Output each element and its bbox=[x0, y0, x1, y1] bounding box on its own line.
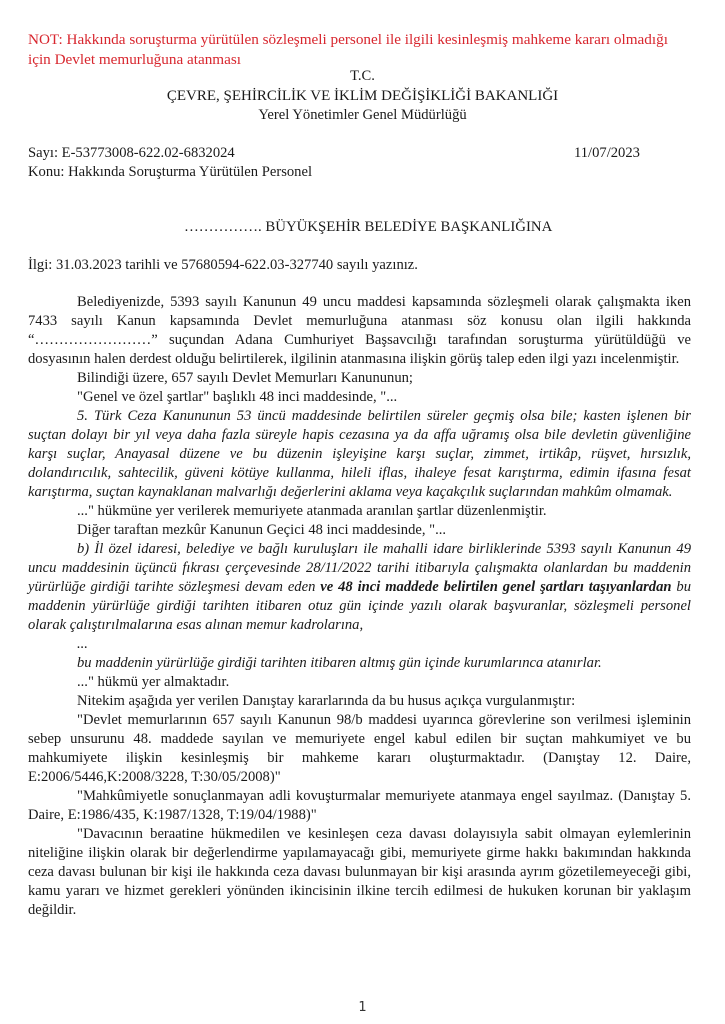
quote-text: bu maddenin yürürlüğe girdiği tarihten itibaren otuz gün içinde yazılı olarak başvuranlar, sözleşmeli personel olarak çalıştırılmalarına esas alınan memur kadrolarına, bbox=[28, 579, 691, 633]
court-decision: "Davacının beraatine hükmedilen ve kesinleşen ceza davası dolayısıyla sabit olmayan eylemlerinin niteliğine ilişkin olarak bir değerlendirme yapılamayacağı gibi, memuriyete girme hakkı bakımından hakkında ceza davası bulunan bir kişi ile hakkında ceza davası bulunmayan bir kişi arasında ayrım gözetilemeyeceği gibi, kamu yararı ve hizmet gerekleri yönünden ikincisinin ilkine tercih edilmesi de hukuken korunan bir yaklaşım değildir. bbox=[28, 826, 691, 918]
document-date: 11/07/2023 bbox=[574, 145, 640, 161]
paragraph: Nitekim aşağıda yer verilen Danıştay kararlarında da bu husus açıkça vurgulanmıştır: bbox=[77, 693, 576, 709]
letter-body bbox=[28, 293, 691, 920]
red-note: NOT: Hakkında soruşturma yürütülen sözleşmeli personel ile ilgili kesinleşmiş mahkeme kararı olmadığı için Devlet memurluğuna atanması bbox=[28, 31, 668, 68]
paragraph: Belediyenizde, 5393 sayılı Kanunun 49 uncu maddesi kapsamında sözleşmeli olarak çalışmakta iken 7433 sayılı Kanun kapsamında Devlet memurluğuna atanması söz konusu olan ilgili hakkında “……………………” suçundan Adana Cumhuriyet Başsavcılığı tarafından soruşturma yürütüldüğü ve dosyasının halen derdest olduğu belirtilerek, ilgilinin atanmasına ilişkin görüş talep eden ilgi yazı incelenmiştir. bbox=[28, 294, 691, 367]
paragraph: ..." hükmü yer almaktadır. bbox=[77, 674, 230, 690]
quoted-article bbox=[28, 540, 691, 635]
reference-number: Sayı: E-53773008-622.02-6832024 bbox=[28, 145, 235, 161]
quoted-article: bu maddenin yürürlüğe girdiği tarihten itibaren altmış gün içinde kurumlarınca atanırlar. bbox=[77, 655, 602, 671]
paragraph: "Genel ve özel şartlar" başlıklı 48 inci maddesinde, "... bbox=[77, 389, 398, 405]
paragraph: Diğer taraftan mezkûr Kanunun Geçici 48 inci maddesinde, "... bbox=[77, 522, 447, 538]
paragraph: ..." hükmüne yer verilerek memuriyete atanmada aranılan şartlar düzenlenmiştir. bbox=[77, 503, 547, 519]
quoted-article: 5. Türk Ceza Kanununun 53 üncü maddesinde belirtilen süreler geçmiş olsa bile; kasten işlenen bir suçtan dolayı bir yıl veya daha fazla süreyle hapis cezasına ya da affa uğramış olsa bile devletin güvenliğine karşı suçlar, Anayasal düzene ve bu düzenin işleyişine karşı suçlar, zimmet, irtikâp, rüşvet, hırsızlık, dolandırıcılık, sahtecilik, güveni kötüye kullanma, hileli iflas, ihaleye fesat karıştırma, edimin ifasına fesat karıştırma, suçtan kaynaklanan malvarlığı değerlerini aklama veya kaçakçılık suçlarından mahkûm olmamak. bbox=[28, 408, 691, 500]
recipient: ……………. BÜYÜKŞEHİR BELEDİYE BAŞKANLIĞINA bbox=[184, 219, 553, 235]
header-department: Yerel Yönetimler Genel Müdürlüğü bbox=[258, 107, 467, 123]
court-decision: "Mahkûmiyetle sonuçlanmayan adli kovuşturmalar memuriyete atanmaya engel sayılmaz. (Danıştay 5. Daire, E:1986/435, K:1987/1328, T:19/04/1988)" bbox=[28, 788, 691, 823]
paragraph: Bilindiği üzere, 657 sayılı Devlet Memurları Kanununun; bbox=[77, 370, 413, 386]
reference-line: İlgi: 31.03.2023 tarihli ve 57680594-622.03-327740 sayılı yazınız. bbox=[28, 257, 418, 273]
page-number: 1 bbox=[358, 1000, 367, 1015]
ellipsis: ... bbox=[77, 636, 88, 652]
quote-text: b) İl özel idaresi, belediye ve bağlı kuruluşları ile mahalli idare birliklerinde 5393 sayılı Kanunun 49 uncu maddesinin üçüncü fıkrası çerçevesinde 28/11/2022 tarihi itibarıyla çalışmakta olanlardan bu maddenin yürürlüğe girdiği tarihte sözleşmesi devam eden bbox=[28, 541, 691, 595]
header-ministry: ÇEVRE, ŞEHİRCİLİK VE İKLİM DEĞİŞİKLİĞİ BAKANLIĞI bbox=[166, 88, 559, 104]
quote-bold-text: ve 48 inci maddede belirtilen genel şartları taşıyanlardan bbox=[320, 579, 672, 595]
court-decision: "Devlet memurlarının 657 sayılı Kanunun 98/b maddesi uyarınca görevlerine son verilmesi işleminin sebep unsurunu 48. maddede sayılan ve memuriyete engel kabul edilen bir suçtan mahkumiyet ve bu mahkumiyete ilişkin kesinleşmiş bir mahkeme kararı oluşturmaktadır. (Danıştay 12. Daire, E:2006/5446,K:2008/3228, T:30/05/2008)" bbox=[28, 712, 691, 785]
header-tc: T.C. bbox=[350, 68, 375, 84]
subject: Konu: Hakkında Soruşturma Yürütülen Personel bbox=[28, 164, 312, 180]
